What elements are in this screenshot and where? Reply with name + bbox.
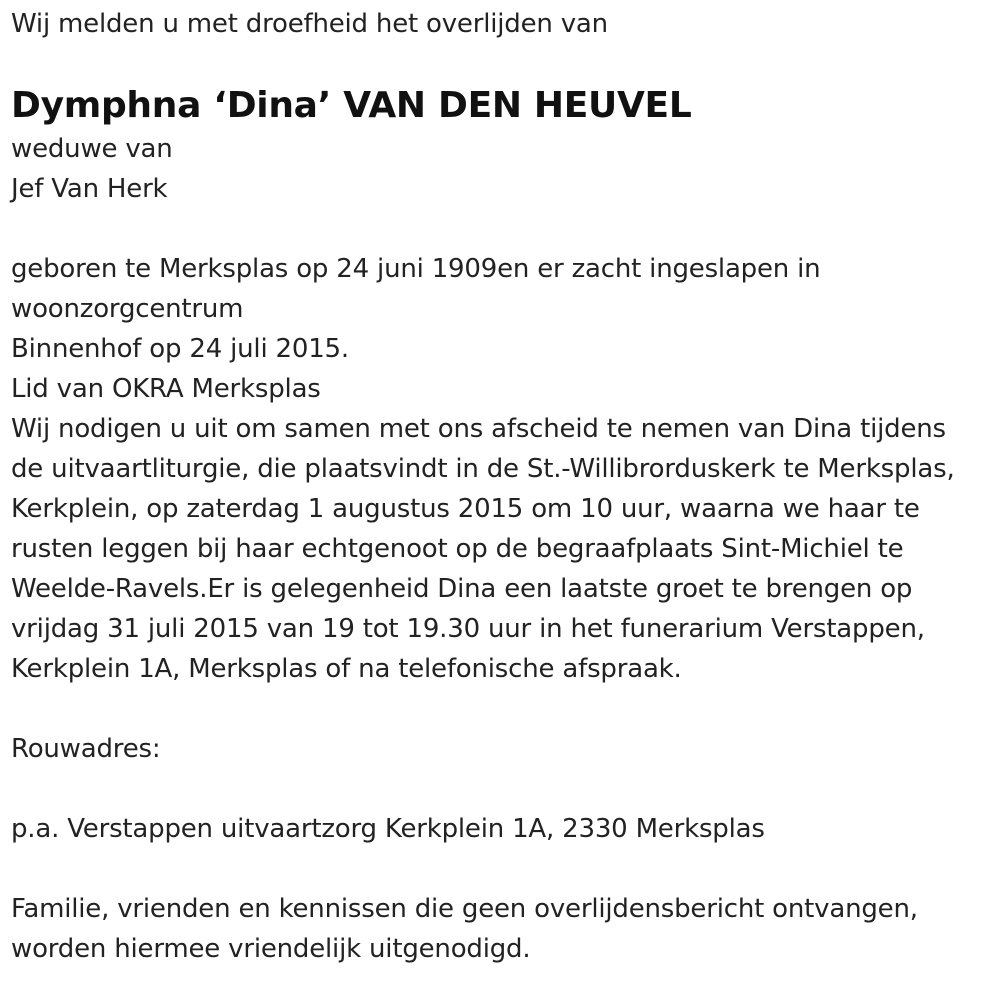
intro-text: Wij melden u met droefheid het overlijden van [11, 9, 608, 39]
closing-block [11, 889, 996, 969]
details-block [11, 249, 996, 689]
details-line: Weelde-Ravels.Er is gelegenheid Dina een laatste groet te brengen op [11, 574, 913, 604]
details-line: Wij nodigen u uit om samen met ons afscheid te nemen van Dina tijdens [11, 414, 946, 444]
details-line: geboren te Merksplas op 24 juni 1909en er zacht ingeslapen in [11, 254, 821, 284]
spacer [11, 849, 996, 889]
obituary-notice [11, 0, 996, 969]
address-label: Rouwadres: [11, 734, 161, 764]
details-line: Binnenhof op 24 juli 2015. [11, 334, 349, 364]
address-text: p.a. Verstappen uitvaartzorg Kerkplein 1A, 2330 Merksplas [11, 814, 765, 844]
relation-label: weduwe van [11, 134, 173, 164]
details-line: de uitvaartliturgie, die plaatsvindt in de St.-Willibrorduskerk te Merksplas, [11, 454, 955, 484]
spacer [11, 209, 996, 249]
spouse-name: Jef Van Herk [11, 174, 168, 204]
closing-line: worden hiermee vriendelijk uitgenodigd. [11, 934, 531, 964]
deceased-name: Dymphna ‘Dina’ VAN DEN HEUVEL [11, 85, 692, 126]
details-line: Kerkplein 1A, Merksplas of na telefonische afspraak. [11, 654, 682, 684]
details-line: vrijdag 31 juli 2015 van 19 tot 19.30 uur in het funerarium Verstappen, [11, 614, 925, 644]
spacer [11, 769, 996, 809]
details-line: Lid van OKRA Merksplas [11, 374, 321, 404]
spacer [11, 689, 996, 729]
details-line: Kerkplein, op zaterdag 1 augustus 2015 om 10 uur, waarna we haar te [11, 494, 920, 524]
details-line: woonzorgcentrum [11, 294, 244, 324]
closing-line: Familie, vrienden en kennissen die geen overlijdensbericht ontvangen, [11, 894, 918, 924]
details-line: rusten leggen bij haar echtgenoot op de begraafplaats Sint-Michiel te [11, 534, 904, 564]
